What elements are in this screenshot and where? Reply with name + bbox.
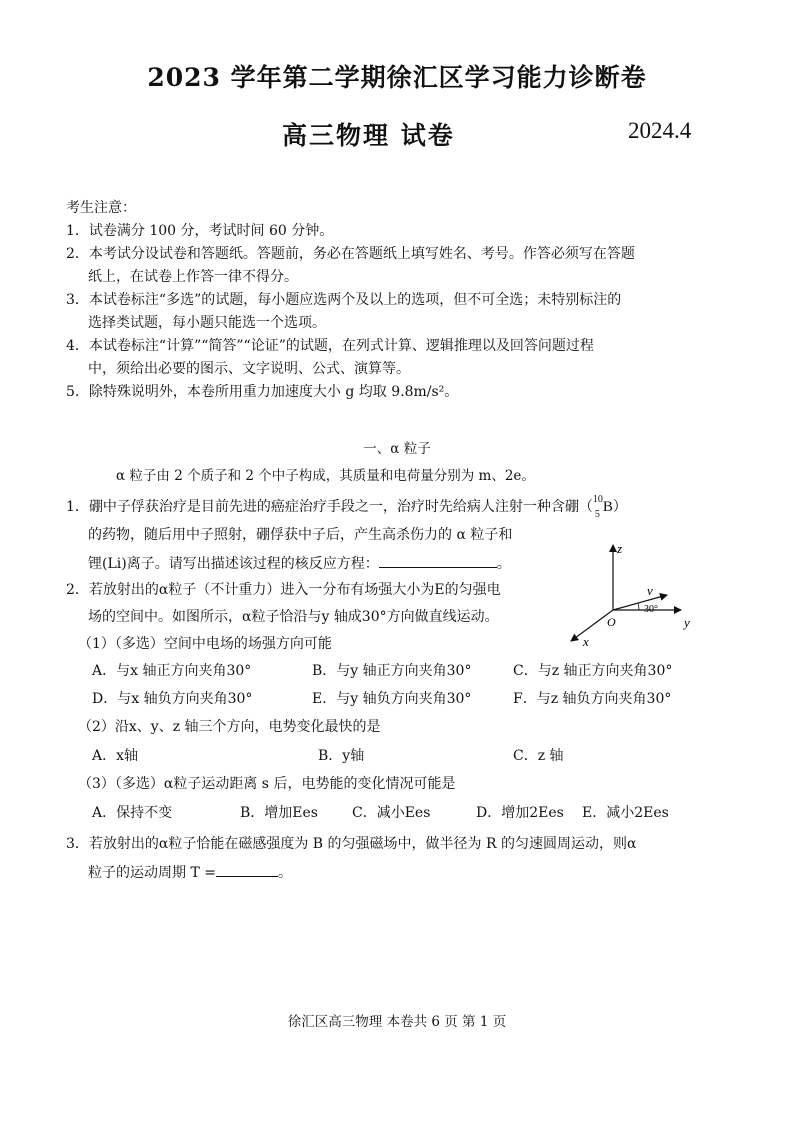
q3-answer-blank[interactable] xyxy=(216,862,278,877)
angle-arc xyxy=(638,603,639,610)
q2-sub3-option-a[interactable]: A．保持不变 xyxy=(92,805,173,821)
q2-line1: 2．若放射出的α粒子（不计重力）进入一分布有场强大小为E的匀强电 xyxy=(66,582,501,598)
q1-line1 xyxy=(66,494,627,520)
q2-sub2-option-a[interactable]: A．x轴 xyxy=(92,748,139,764)
exam-title: 2023 学年第二学期徐汇区学习能力诊断卷 xyxy=(147,63,647,92)
q2-sub2-option-b[interactable]: B．y轴 xyxy=(318,748,365,764)
section-title: 一、α 粒子 xyxy=(363,441,431,457)
q2-sub1-option-d[interactable]: D．与x 轴负方向夹角30° xyxy=(92,691,253,707)
isotope-symbol: B xyxy=(602,499,613,515)
notice-item-4: 4．本试卷标注“计算”“简答”“论证”的试题，在列式计算、逻辑推理以及回答问题过程 xyxy=(66,338,594,354)
q2-sub1-option-a[interactable]: A．与x 轴正方向夹角30° xyxy=(92,663,252,679)
q3-line2 xyxy=(88,862,292,883)
q1-text: 1．硼中子俘获治疗是目前先进的癌症治疗手段之一，治疗时先给病人注射一种含硼（ xyxy=(66,499,593,515)
q1-answer-blank[interactable] xyxy=(379,553,497,568)
q1-line3-text: 锂(Li)离子。请写出描述该过程的核反应方程： xyxy=(88,556,379,572)
isotope-number: 5 xyxy=(594,509,600,520)
q2-sub3-stem: （3）（多选）α粒子运动距离 s 后，电势能的变化情况可能是 xyxy=(78,776,456,792)
q3-line1: 3．若放射出的α粒子恰能在磁感强度为 B 的匀强磁场中，做半径为 R 的匀速圆周运动，则α xyxy=(66,836,637,852)
notice-item-5: 5．除特殊说明外，本卷所用重力加速度大小 g 均取 9.8m/s²。 xyxy=(66,384,459,400)
q2-sub3-option-e[interactable]: E．减小2Ees xyxy=(582,805,669,821)
exam-subtitle: 高三物理 试卷 xyxy=(282,121,455,150)
x-label: x xyxy=(583,634,589,649)
section-intro: α 粒子由 2 个质子和 2 个中子构成，其质量和电荷量分别为 m、2e。 xyxy=(116,468,535,484)
q1-line3-end: 。 xyxy=(496,556,511,572)
q2-sub3-option-c[interactable]: C．减小Ees xyxy=(352,805,431,821)
q1-line3 xyxy=(88,553,511,574)
q1-close: ） xyxy=(612,499,627,515)
q2-sub1-option-b[interactable]: B．与y 轴正方向夹角30° xyxy=(312,663,472,679)
page-footer: 徐汇区高三物理 本卷共 6 页 第 1 页 xyxy=(287,1014,507,1030)
notice-item-3-cont: 选择类试题，每小题只能选一个选项。 xyxy=(88,315,326,331)
exam-date: 2024.4 xyxy=(628,118,692,143)
q2-sub1-option-c[interactable]: C．与z 轴正方向夹角30° xyxy=(513,663,673,679)
q1-line2: 的药物，随后用中子照射，硼俘获中子后，产生高杀伤力的 α 粒子和 xyxy=(88,527,513,543)
coordinate-figure xyxy=(555,535,705,650)
q2-sub2-stem: （2）沿x、y、z 轴三个方向，电势变化最快的是 xyxy=(78,719,381,735)
notice-heading: 考生注意： xyxy=(66,200,136,216)
q2-sub3-option-d[interactable]: D．增加2Ees xyxy=(476,805,564,821)
angle-label: 30° xyxy=(644,604,658,615)
q2-line2: 场的空间中。如图所示，α粒子恰沿与y 轴成30°方向做直线运动。 xyxy=(88,609,499,625)
velocity-vector xyxy=(613,595,667,610)
q3-line2-text: 粒子的运动周期 T = xyxy=(88,865,216,881)
notice-item-2-cont: 纸上，在试卷上作答一律不得分。 xyxy=(88,269,298,285)
q2-sub1-option-e[interactable]: E．与y 轴负方向夹角30° xyxy=(312,691,472,707)
notice-item-1: 1．试卷满分 100 分，考试时间 60 分钟。 xyxy=(66,223,334,239)
z-label: z xyxy=(617,541,623,556)
q2-sub1-option-f[interactable]: F．与z 轴负方向夹角30° xyxy=(513,691,672,707)
notice-item-2: 2．本考试分设试卷和答题纸。答题前，务必在答题纸上填写姓名、考号。作答必须写在答题 xyxy=(66,246,635,262)
q3-line2-end: 。 xyxy=(277,865,292,881)
isotope-mass: 10 xyxy=(592,494,603,505)
q2-sub3-option-b[interactable]: B．增加Ees xyxy=(240,805,318,821)
q2-sub1-stem: （1）（多选）空间中电场的场强方向可能 xyxy=(78,636,332,652)
boron-isotope xyxy=(592,494,613,520)
q2-sub2-option-c[interactable]: C．z 轴 xyxy=(513,748,564,764)
y-label: y xyxy=(684,615,690,630)
v-label: v xyxy=(647,583,653,598)
notice-item-3: 3．本试卷标注“多选”的试题，每小题应选两个及以上的选项，但不可全选；未特别标注的 xyxy=(66,292,622,308)
origin-label: O xyxy=(607,615,616,629)
notice-item-4-cont: 中，须给出必要的图示、文字说明、公式、演算等。 xyxy=(88,361,410,377)
